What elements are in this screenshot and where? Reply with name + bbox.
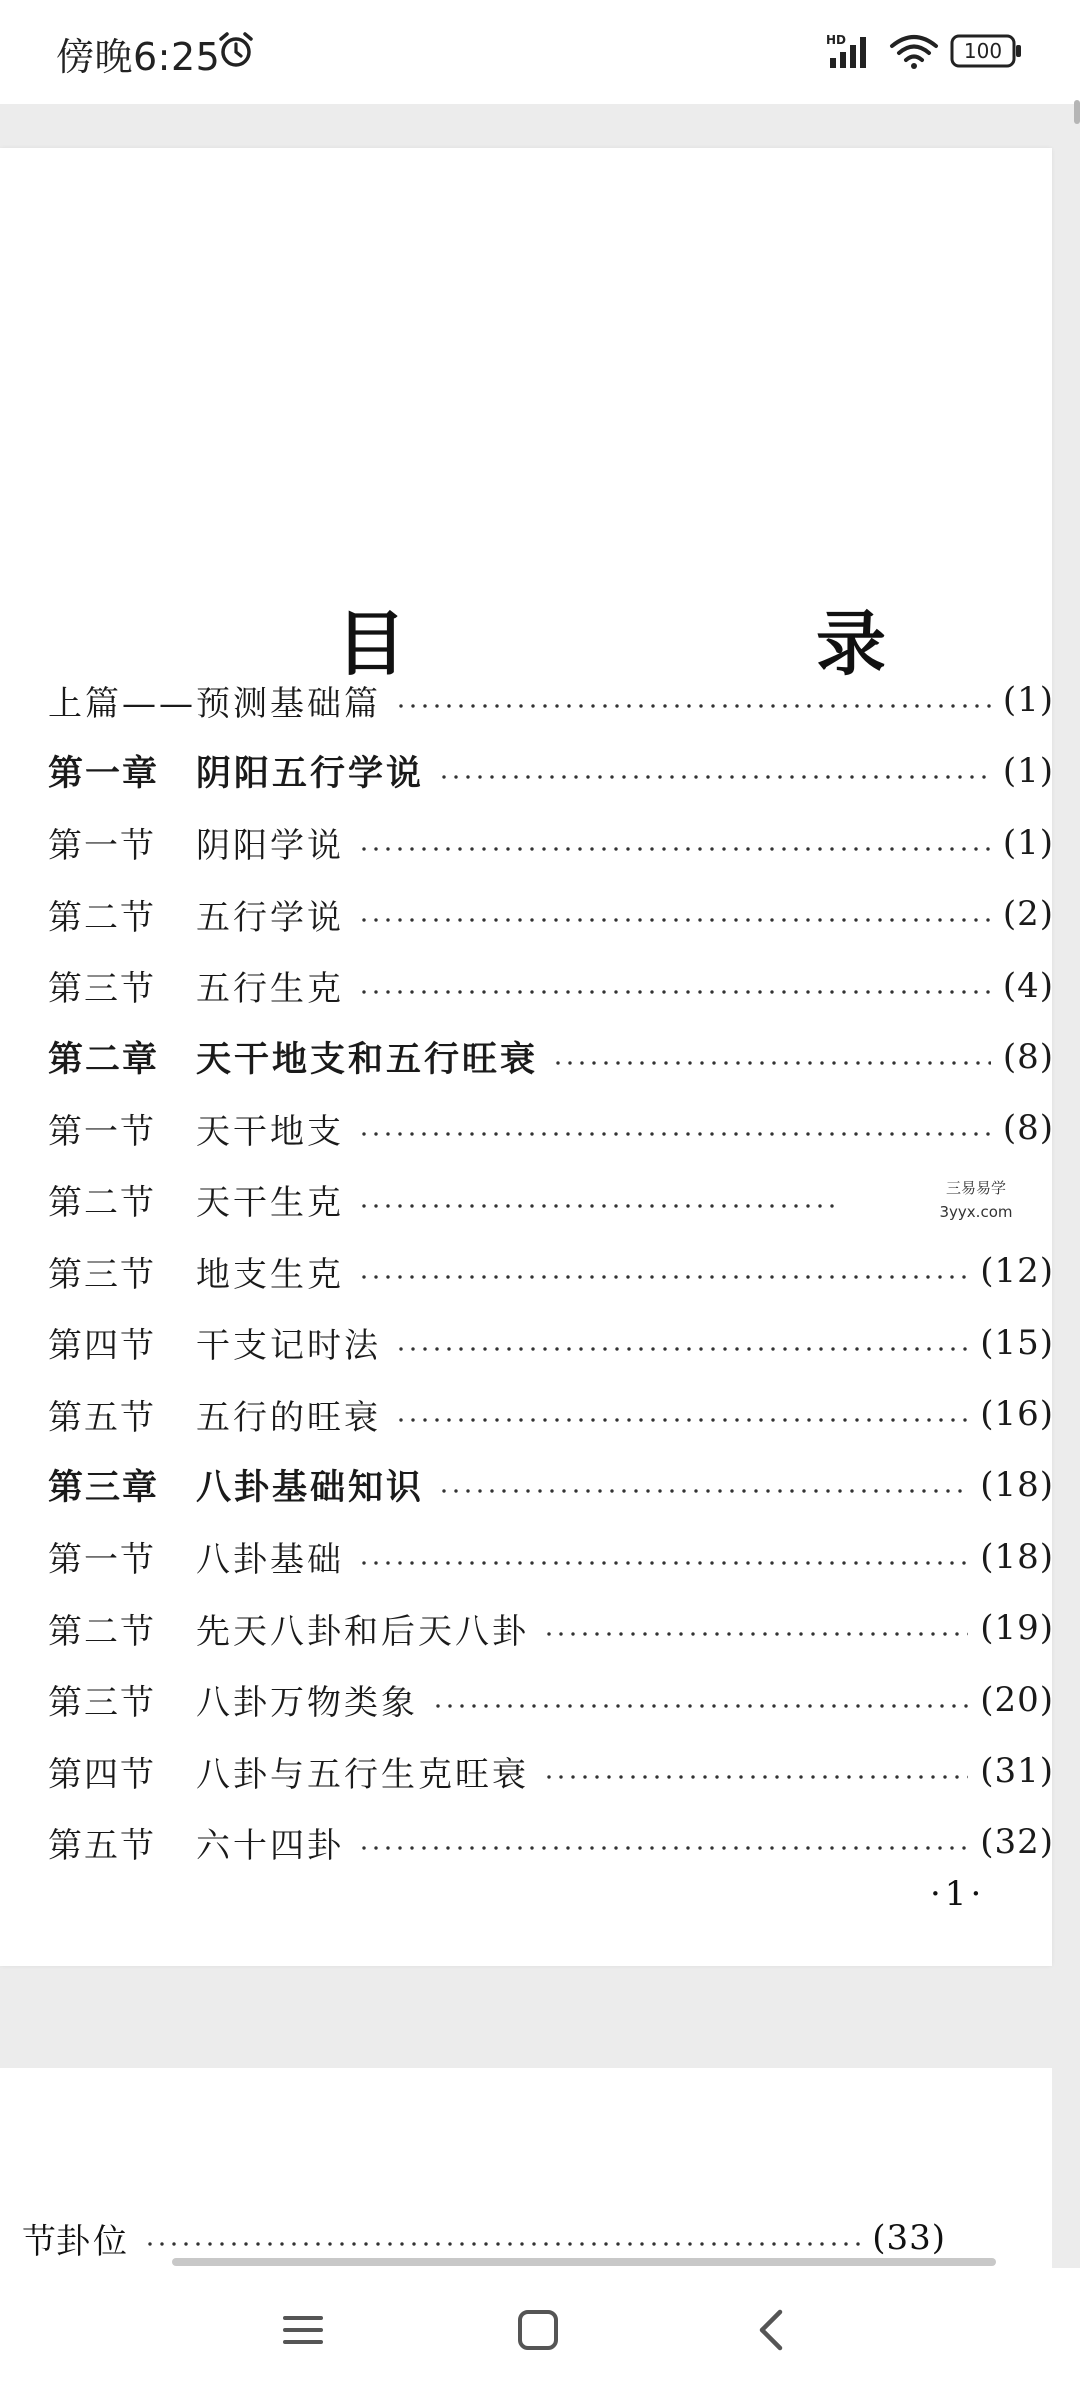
toc-row[interactable] xyxy=(48,956,1054,1016)
toc-row-title: 天干生克 xyxy=(196,1183,344,1224)
toc-row[interactable] xyxy=(48,884,1054,944)
toc-row-leader xyxy=(358,918,991,922)
toc-row-page: (19) xyxy=(980,1608,1054,1649)
toc-row-page: (16) xyxy=(980,1394,1054,1434)
document-page[interactable] xyxy=(0,148,1056,1966)
alarm-icon xyxy=(216,30,256,70)
toc-row-prefix: 第二章 xyxy=(48,1040,160,1080)
toc-row-title: 八卦基础知识 xyxy=(196,1468,425,1509)
toc-row-page: (32) xyxy=(980,1822,1054,1863)
toc-row-leader xyxy=(543,1775,968,1779)
toc-row-page: (33) xyxy=(872,2218,946,2258)
page-title: 目 录 xyxy=(336,602,1056,685)
toc-row-prefix: 第五节 xyxy=(48,1825,156,1866)
toc-row-prefix: 第二节 xyxy=(48,897,156,938)
toc-row-title: 五行的旺衰 xyxy=(196,1397,381,1438)
toc-row-page: (4) xyxy=(1002,965,1054,1006)
toc-row-prefix: 第一章 xyxy=(48,754,160,795)
toc-row-title: 五行学说 xyxy=(196,897,344,938)
toc-row-page: (20) xyxy=(980,1679,1054,1720)
back-icon[interactable] xyxy=(752,2306,792,2354)
toc-row-title: 八卦万物类象 xyxy=(196,1683,418,1724)
toc-row-prefix: 第三章 xyxy=(48,1468,160,1509)
toc-row-page: (18) xyxy=(980,1536,1054,1577)
watermark-url: 3yyx.com xyxy=(939,1203,1013,1221)
toc-row-prefix: 第五节 xyxy=(48,1397,156,1438)
toc-row-prefix: 第三节 xyxy=(48,969,156,1010)
toc-row-prefix: 第一节 xyxy=(48,1540,156,1581)
toc-row-title: 地支生克 xyxy=(196,1254,344,1295)
toc-row[interactable] xyxy=(48,1170,1054,1230)
toc-row-title: 上篇——预测基础篇 xyxy=(48,683,381,724)
toc-row-title: 先天八卦和后天八卦 xyxy=(196,1611,529,1652)
toc-row[interactable] xyxy=(48,1098,1054,1158)
toc-row-leader xyxy=(395,1347,968,1351)
network-label: HD xyxy=(826,33,847,47)
toc-row-prefix: 第三节 xyxy=(48,1683,156,1724)
toc-row-leader xyxy=(358,847,991,851)
page-number: ·1· xyxy=(930,1874,986,1914)
toc-row[interactable] xyxy=(48,1598,1054,1658)
wifi-icon xyxy=(888,32,940,72)
toc-row-page: (18) xyxy=(980,1465,1054,1506)
toc-row-prefix: 第四节 xyxy=(48,1326,156,1367)
toc-row-page: (1) xyxy=(1002,822,1054,863)
toc-row-leader xyxy=(395,1418,968,1422)
toc-row[interactable] xyxy=(48,1670,1054,1730)
toc-row-leader xyxy=(358,1132,991,1136)
toc-row-page: (2) xyxy=(1002,894,1054,935)
toc-row-title: 阴阳学说 xyxy=(196,826,344,867)
toc-row[interactable] xyxy=(48,1384,1054,1444)
toc-row[interactable] xyxy=(48,1027,1054,1087)
signal-icon xyxy=(826,32,878,70)
document-page-next[interactable] xyxy=(0,2068,1052,2268)
toc-row-leader xyxy=(432,1704,968,1708)
toc-row-page: (1) xyxy=(1002,751,1054,792)
toc-row-title: 卦位 xyxy=(56,2221,130,2262)
toc-row-prefix: 第一节 xyxy=(48,826,156,867)
toc-row[interactable] xyxy=(48,1527,1054,1587)
toc-row-title: 六十四卦 xyxy=(196,1825,344,1866)
toc-row-title: 干支记时法 xyxy=(196,1326,381,1367)
toc-row-page: (15) xyxy=(980,1322,1054,1363)
toc-row-leader xyxy=(358,1275,968,1279)
horizontal-scroll-handle[interactable] xyxy=(172,2258,996,2266)
toc-row-leader xyxy=(144,2242,860,2246)
toc-row-leader xyxy=(358,1561,968,1565)
toc-row[interactable] xyxy=(48,1812,1054,1872)
status-time: 傍晚6:25 xyxy=(56,35,221,79)
toc-row-leader xyxy=(358,1204,838,1208)
toc-row-prefix: 节 xyxy=(22,2221,56,2262)
menu-icon[interactable] xyxy=(280,2310,326,2350)
toc-row-leader xyxy=(543,1632,968,1636)
toc-row-leader xyxy=(358,1846,968,1850)
toc-row-page: (12) xyxy=(980,1251,1054,1292)
toc-row-leader xyxy=(438,1489,968,1493)
status-bar xyxy=(0,0,1080,104)
toc-row-title: 八卦与五行生克旺衰 xyxy=(196,1754,529,1795)
toc-row[interactable] xyxy=(48,1741,1054,1801)
toc-row-prefix: 第三节 xyxy=(48,1254,156,1295)
toc-row-leader xyxy=(395,704,991,708)
toc-row-title: 天干地支 xyxy=(196,1111,344,1152)
toc-row-title: 阴阳五行学说 xyxy=(196,754,425,795)
home-icon[interactable] xyxy=(516,2308,560,2352)
toc-row-page: (8) xyxy=(1002,1037,1054,1077)
toc-row-prefix: 第二节 xyxy=(48,1183,156,1224)
toc-row-title: 天干地支和五行旺衰 xyxy=(196,1040,539,1080)
toc-row-prefix: 第一节 xyxy=(48,1111,156,1152)
toc-row-prefix: 第四节 xyxy=(48,1754,156,1795)
watermark xyxy=(916,1176,1036,1224)
toc-row[interactable] xyxy=(48,1455,1054,1515)
toc-row-title: 八卦基础 xyxy=(196,1540,344,1581)
toc-row-page: (31) xyxy=(980,1751,1054,1791)
toc-row-page: (8) xyxy=(1002,1108,1054,1149)
scrollbar-thumb[interactable] xyxy=(1074,100,1080,124)
toc-row-page: (1) xyxy=(1002,680,1054,720)
toc-row[interactable] xyxy=(48,1241,1054,1301)
table-of-contents xyxy=(0,148,1052,1966)
watermark-name: 三易易学 xyxy=(945,1179,1006,1197)
toc-row-prefix: 第二节 xyxy=(48,1611,156,1652)
toc-row-leader xyxy=(438,775,991,779)
battery-level: 100 xyxy=(963,39,1003,63)
toc-row[interactable] xyxy=(48,670,1054,730)
toc-row-leader xyxy=(552,1061,991,1065)
toc-row[interactable] xyxy=(48,1313,1054,1373)
toc-row[interactable] xyxy=(48,813,1054,873)
toc-row-leader xyxy=(358,990,991,994)
toc-row[interactable] xyxy=(48,741,1054,801)
toc-row-title: 五行生克 xyxy=(196,969,344,1010)
